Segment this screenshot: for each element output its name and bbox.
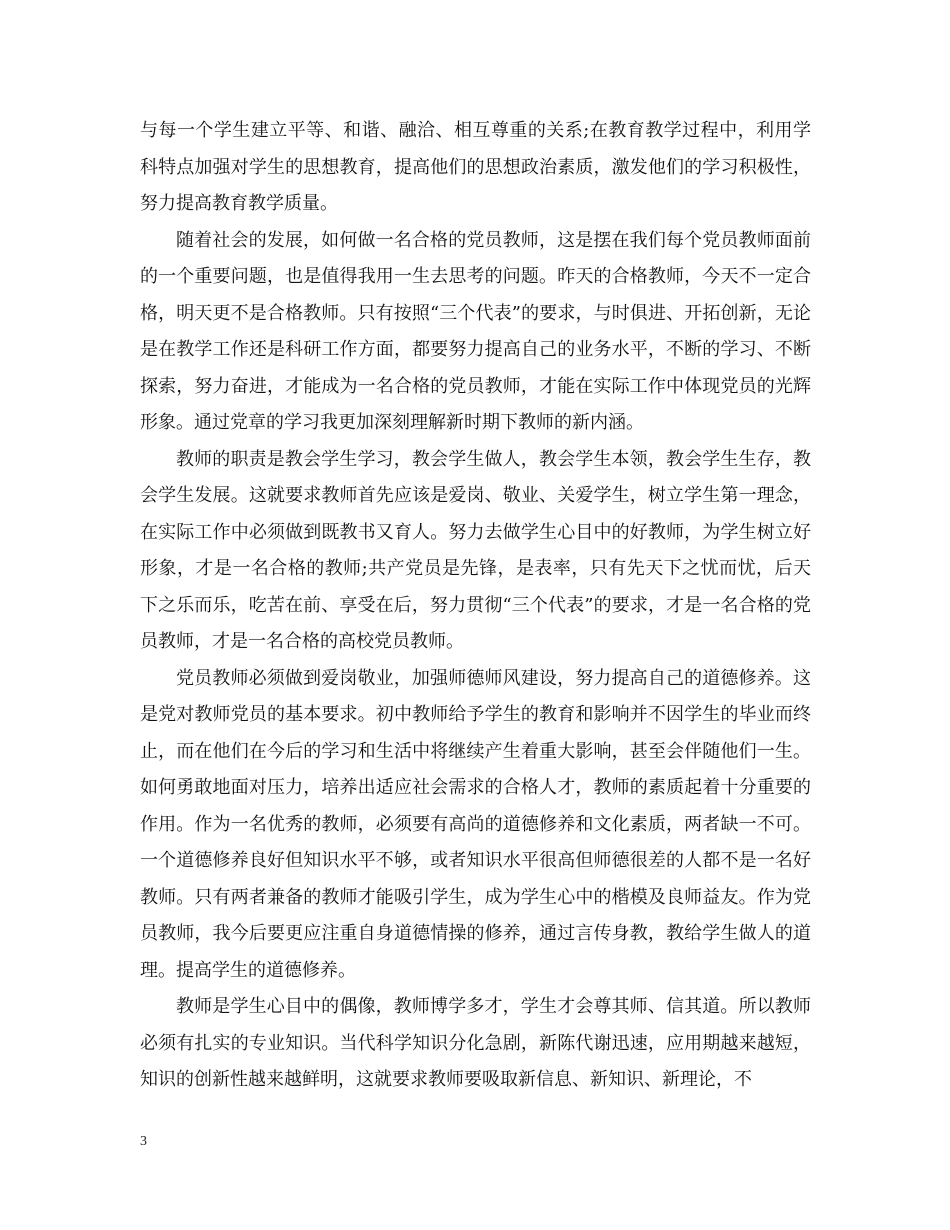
document-body <box>140 113 811 1099</box>
paragraph-1: 与每一个学生建立平等、和谐、融洽、相互尊重的关系;在教育教学过程中，利用学科特点加强对学生的思想教育，提高他们的思想政治素质，激发他们的学习积极性，努力提高教育教学质量。 <box>140 120 811 214</box>
paragraph-3: 教师的职责是教会学生学习，教会学生做人，教会学生本领，教会学生生存，教会学生发展。这就要求教师首先应该是爱岗、敬业、关爱学生，树立学生第一理念，在实际工作中必须做到既教书又育人。努力去做学生心目中的好教师，为学生树立好形象，才是一名合格的教师;共产党员是先锋，是表率，只有先天下之忧而忧，后天下之乐而乐，吃苦在前、享受在后，努力贯彻“三个代表”的要求，才是一名合格的党员教师，才是一名合格的高校党员教师。 <box>140 448 811 652</box>
paragraph-5: 教师是学生心目中的偶像，教师博学多才，学生才会尊其师、信其道。所以教师必须有扎实的专业知识。当代科学知识分化急剧，新陈代谢迅速，应用期越来越短，知识的创新性越来越鲜明，这就要求教师要吸取新信息、新知识、新理论，不 <box>140 996 811 1090</box>
paragraph-4: 党员教师必须做到爱岗敬业，加强师德师风建设，努力提高自己的道德修养。这是党对教师党员的基本要求。初中教师给予学生的教育和影响并不因学生的毕业而终止，而在他们在今后的学习和生活中将继续产生着重大影响，甚至会伴随他们一生。如何勇敢地面对压力，培养出适应社会需求的合格人才，教师的素质起着十分重要的作用。作为一名优秀的教师，必须要有高尚的道德修养和文化素质，两者缺一不可。一个道德修养良好但知识水平不够，或者知识水平很高但师德很差的人都不是一名好教师。只有两者兼备的教师才能吸引学生，成为学生心中的楷模及良师益友。作为党员教师，我今后要更应注重自身道德情操的修养，通过言传身教，教给学生做人的道理。提高学生的道德修养。 <box>140 667 811 981</box>
paragraph-2: 随着社会的发展，如何做一名合格的党员教师，这是摆在我们每个党员教师面前的一个重要问题，也是值得我用一生去思考的问题。昨天的合格教师，今天不一定合格，明天更不是合格教师。只有按照“三个代表”的要求，与时俱进、开拓创新，无论是在教学工作还是科研工作方面，都要努力提高自己的业务水平，不断的学习、不断探索，努力奋进，才能成为一名合格的党员教师，才能在实际工作中体现党员的光辉形象。通过党章的学习我更加深刻理解新时期下教师的新内涵。 <box>140 229 811 433</box>
page-number: 3 <box>140 1134 147 1149</box>
